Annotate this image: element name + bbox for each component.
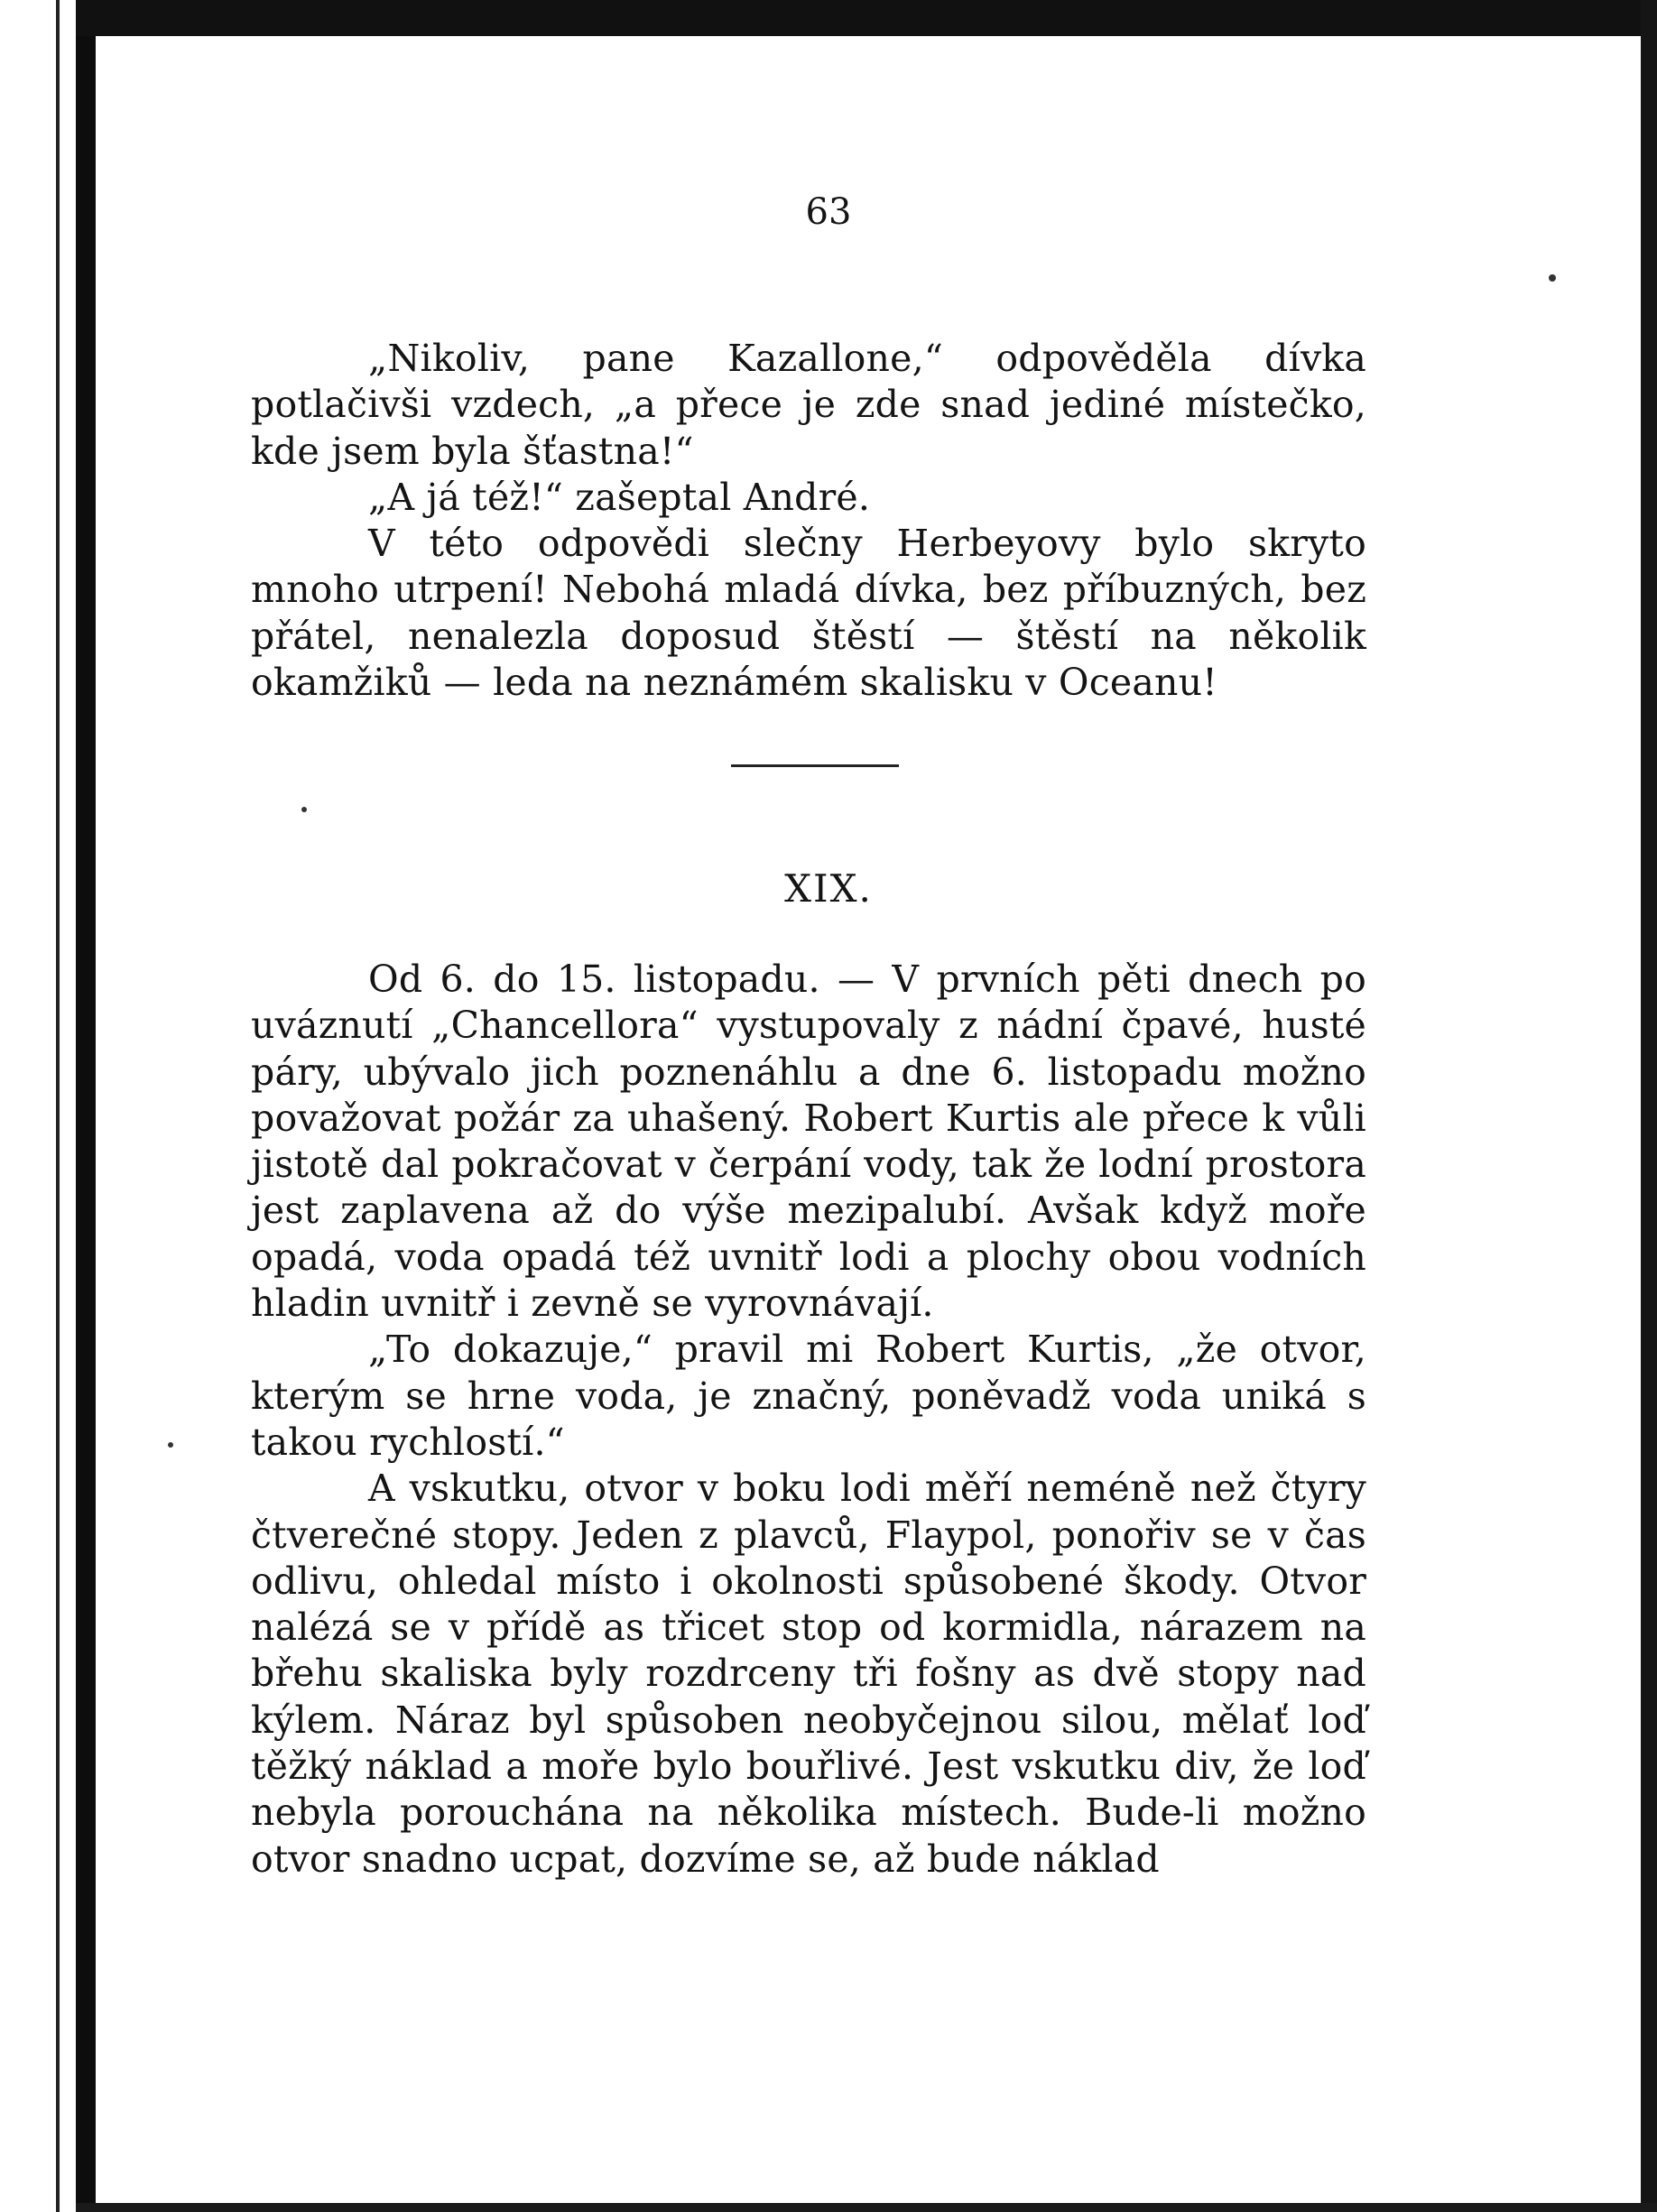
chapter-heading: XIX. xyxy=(784,866,873,911)
text-section-1 xyxy=(251,336,1366,706)
scan-edge-left xyxy=(76,0,96,2212)
section-divider xyxy=(731,764,899,767)
scan-edge-top xyxy=(76,0,1657,36)
paragraph: „To dokazuje,“ pravil mi Robert Kurtis, „že otvor, kterým se hrne voda, je značný, poněvadž voda uniká s takou rychlostí.“ xyxy=(251,1328,1366,1464)
scan-edge-right xyxy=(1641,0,1657,2212)
text-section-2 xyxy=(251,957,1366,1883)
page-number: 63 xyxy=(805,191,852,233)
paragraph: A vskutku, otvor v boku lodi měří neméně než čtyry čtverečné stopy. Jeden z plavců, Flaypol, ponořiv se v čas odlivu, ohledal místo i okolnosti spůsobené škody. Otvor nalézá se v přídě as třicet stop od kormidla, nárazem na břehu skaliska byly rozdrceny tři fošny as dvě stopy nad kýlem. Náraz byl spůsoben neobyčejnou silou, mělať loď těžký náklad a moře bylo bouřlivé. Jest vskutku div, že loď nebyla porouchána na několika místech. Bude-li možno otvor snadno ucpat, dozvíme se, až bude náklad xyxy=(251,1467,1366,1881)
scan-edge-bottom xyxy=(76,2203,1657,2212)
paragraph: „A já též!“ zašeptal André. xyxy=(368,475,871,519)
paragraph: „Nikoliv, pane Kazallone,“ odpověděla dívka potlačivši vzdech, „a přece je zde snad jediné místečko, kde jsem byla šťastna!“ xyxy=(251,337,1366,473)
scan-speck xyxy=(168,1442,173,1448)
paragraph: Od 6. do 15. listopadu. — V prvních pěti dnech po uváznutí „Chancellora“ vystupovaly z nádní čpavé, husté páry, ubývalo jich poznenáhlu a dne 6. listopadu možno považovat požár za uhašený. Robert Kurtis ale přece k vůli jistotě dal pokračovat v čerpání vody, tak že lodní prostora jest zaplavena až do výše mezipalubí. Avšak když moře opadá, voda opadá též uvnitř lodi a plochy obou vodních hladin uvnitř i zevně se vyrovnávají. xyxy=(251,958,1366,1326)
paragraph: V této odpovědi slečny Herbeyovy bylo skryto mnoho utrpení! Nebohá mladá dívka, bez příbuzných, bez přátel, nenalezla doposud štěstí — štěstí na několik okamžiků — leda na neznámém skalisku v Oceanu! xyxy=(251,522,1366,705)
scan-speck xyxy=(1549,274,1556,282)
scan-edge-left-thin xyxy=(56,0,60,2212)
scan-speck xyxy=(301,807,307,812)
